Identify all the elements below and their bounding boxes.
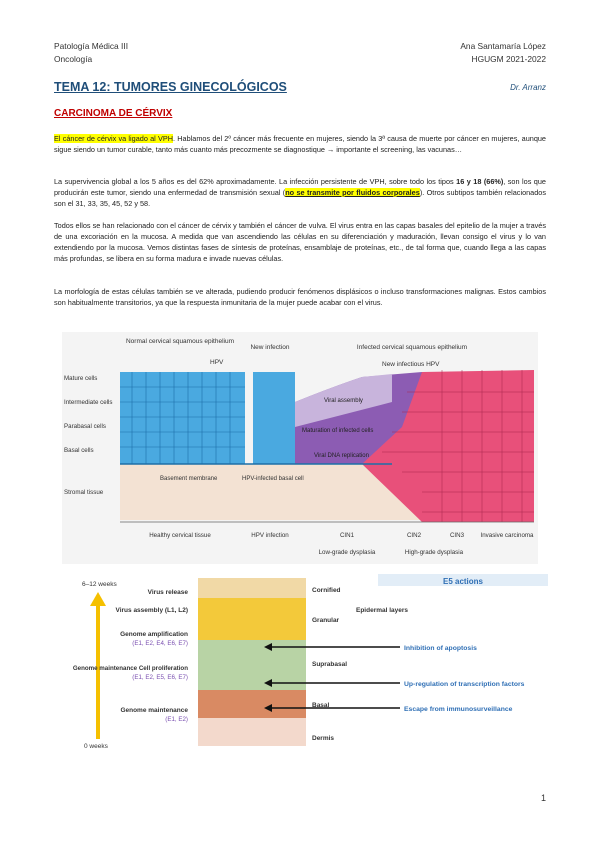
label-genome-maintenance: Genome maintenance: [120, 707, 188, 714]
label-cornified: Cornified: [312, 587, 341, 594]
label-suprabasal: Suprabasal: [312, 661, 348, 668]
page-title: TEMA 12: TUMORES GINECOLÓGICOS: [54, 80, 287, 94]
stage-hpv-infection: HPV infection: [251, 532, 289, 539]
e5-action-apoptosis: Inhibition of apoptosis: [404, 645, 477, 652]
paragraph-1-text: . Hablamos del 2º cáncer más frecuente en mujeres, siendo la 3ª causa de muerte por cáncer en mujeres, aunque sigue siendo un tumor curable, tanto más cuanto más precozmente se diagnostique → importante el screening, las vacunas…: [54, 134, 546, 154]
label-new-infection: New infection: [250, 344, 290, 351]
label-basement-membrane: Basement membrane: [160, 476, 218, 482]
new-infection-epithelium: [253, 372, 295, 464]
label-mature-cells: Mature cells: [64, 375, 98, 382]
layer-basal-fill: [198, 690, 306, 718]
stage-cin2: CIN2: [406, 532, 422, 539]
professor-name: Dr. Arranz: [510, 83, 546, 92]
e5-action-immunosurveillance: Escape from immunosurveillance: [404, 706, 513, 713]
page-number: 1: [540, 793, 546, 803]
highlight-fluids: no se transmite por fluidos corporales: [285, 188, 420, 197]
paragraph-3: Todos ellos se han relacionado con el cáncer de cérvix y también el cáncer de vulva. El virus entra en las capas basales del epitelio de la mujer a través de una excoriación en la mucosa. A medida que van ascendiendo las células en su diferenciación y maduración, llevan consigo el virus y lo van extendiendo por la mucosa. Vemos distintas fases de síntesis de proteínas, ensamblaje de proteínas, etc., de tal forma que, cuando llega a las capas más profundas, se libera en su forma madura e invade nuevas células.: [54, 221, 546, 263]
stage-healthy: Healthy cervical tissue: [149, 532, 211, 539]
label-intermediate-cells: Intermediate cells: [64, 399, 113, 406]
label-low-grade-dysplasia: Low-grade dysplasia: [318, 549, 376, 556]
label-epidermal-layers: Epidermal layers: [356, 607, 409, 614]
header-left: [54, 40, 128, 66]
label-granular: Granular: [312, 617, 340, 624]
genes-maintenance: (E1, E2): [165, 716, 188, 723]
paragraph-2-text-a: La supervivencia global a los 5 años es del 62% aproximadamente. La infección persistente de VPH, sobre todo los tipos: [54, 177, 457, 186]
label-parabasal-cells: Parabasal cells: [64, 423, 106, 430]
label-virus-release: Virus release: [147, 589, 188, 596]
label-virus-assembly: Virus assembly (L1, L2): [115, 607, 188, 614]
label-new-infectious-hpv: New infectious HPV: [382, 361, 440, 368]
paragraph-4: La morfología de estas células también se ve alterada, pudiendo producir fenómenos displásicos o incluso transformaciones malignas. Estos cambios son habitualmente transitorios, ya que la respuesta inmunitaria de la mujer puede acabar con el virus.: [54, 287, 546, 307]
hpv-infection-diagram: [62, 332, 538, 564]
time-arrow-head: [90, 592, 106, 606]
label-viral-dna-replication: Viral DNA replication: [314, 453, 369, 459]
layer-granular-fill: [198, 598, 306, 640]
label-stromal-tissue: Stromal tissue: [64, 489, 104, 496]
e5-action-transcription: Up-regulation of transcription factors: [404, 681, 525, 688]
e5-actions-diagram: [70, 574, 550, 750]
stage-cin3: CIN3: [449, 532, 465, 539]
label-basal-cells: Basal cells: [64, 447, 94, 454]
genes-proliferation: (E1, E2, E5, E6, E7): [132, 674, 188, 681]
e5-title: E5 actions: [442, 577, 484, 586]
stage-cin1: CIN1: [339, 532, 355, 539]
institution: HGUGM 2021-2022: [471, 54, 546, 64]
label-dermis: Dermis: [312, 735, 335, 742]
layer-cornified-fill: [198, 578, 306, 598]
normal-epithelium: [120, 372, 245, 464]
paragraph-1: [54, 133, 546, 155]
label-maturation: Maturation of infected cells: [302, 428, 374, 434]
label-normal-epithelium: Normal cervical squamous epithelium: [125, 338, 235, 345]
label-hpv-infected-basal-cell: HPV-infected basal cell: [242, 476, 304, 482]
label-infected-epithelium: Infected cervical squamous epithelium: [356, 344, 468, 351]
subject-name: Oncología: [54, 54, 93, 64]
paragraph-2-text-c: ). Otros subtipos también relacionados son el 31, 33, 35, 45, 52 y 58.: [54, 188, 547, 208]
author-name: Ana Santamaría López: [460, 41, 546, 51]
header-right: [460, 40, 546, 66]
paragraph-2-bold: 16 y 18 (66%): [456, 177, 504, 186]
highlight-vph: El cáncer de cérvix va ligado al VPH: [54, 134, 174, 143]
label-time-bottom: 0 weeks: [84, 743, 108, 750]
label-time-top: 6–12 weeks: [82, 581, 117, 588]
label-viral-assembly: Viral assembly: [324, 398, 363, 404]
layer-dermis-fill: [198, 718, 306, 746]
label-high-grade-dysplasia: High-grade dysplasia: [404, 549, 464, 556]
course-name: Patología Médica III: [54, 41, 129, 51]
label-hpv: HPV: [210, 359, 224, 366]
section-heading: CARCINOMA DE CÉRVIX: [54, 108, 173, 119]
label-genome-amplification: Genome amplification: [120, 631, 188, 638]
label-genome-maintenance-proliferation: Genome maintenance Cell proliferation: [72, 665, 188, 672]
excoriation-gap: [245, 372, 253, 464]
paragraph-2: [54, 176, 546, 209]
stage-invasive-carcinoma: Invasive carcinoma: [480, 532, 534, 539]
genes-amplification: (E1, E2, E4, E6, E7): [132, 640, 188, 647]
paragraph-2-text-b: , son los que producirán este tumor, siendo una enfermedad de transmisión sexual (: [54, 177, 546, 197]
label-basal: Basal: [312, 702, 330, 709]
